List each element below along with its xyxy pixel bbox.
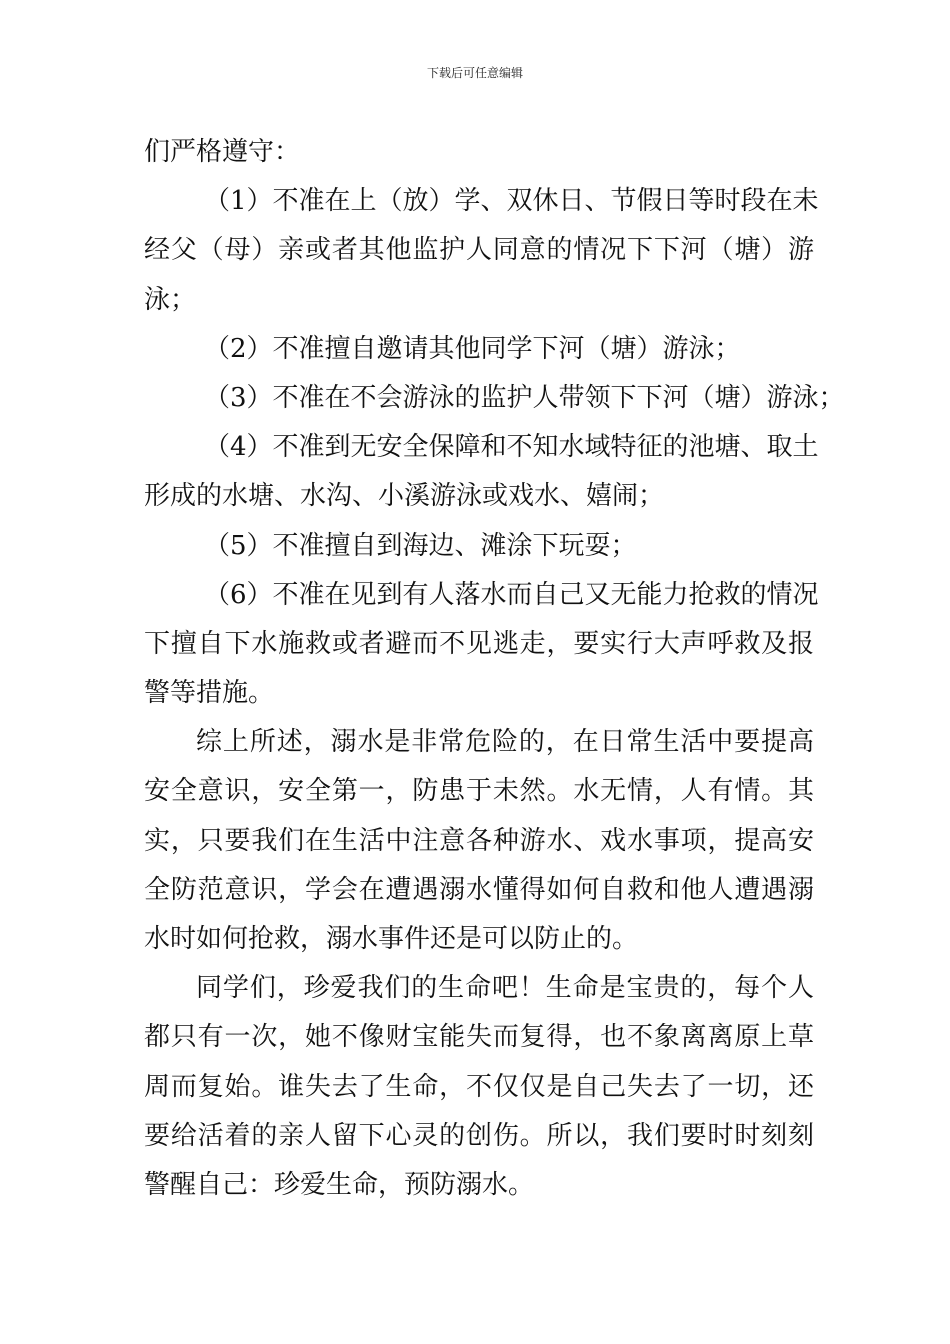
text-line: 安全意识，安全第一，防患于未然。水无情，人有情。其 bbox=[144, 776, 814, 807]
text-line: 水时如何抢救，溺水事件还是可以防止的。 bbox=[144, 924, 639, 954]
rule-6-line: （6）不准在见到有人落水而自己又无能力抢救的情况 bbox=[204, 579, 819, 610]
text-line: 经父（母）亲或者其他监护人同意的情况下下河（塘）游 bbox=[144, 235, 814, 266]
rule-1-line: （1）不准在上（放）学、双休日、节假日等时段在未 bbox=[204, 186, 819, 217]
text-line: 警等措施。 bbox=[144, 678, 275, 709]
text-line: 要给活着的亲人留下心灵的创伤。所以，我们要时时刻刻 bbox=[144, 1120, 814, 1151]
text-line: 泳； bbox=[144, 284, 197, 315]
paragraph-start-line: 同学们，珍爱我们的生命吧！生命是宝贵的，每个人 bbox=[196, 973, 814, 1004]
rule-5-line: （5）不准擅自到海边、滩涂下玩耍； bbox=[204, 530, 637, 561]
text-line: 全防范意识，学会在遭遇溺水懂得如何自救和他人遭遇溺 bbox=[144, 874, 814, 905]
text-line: 实，只要我们在生活中注意各种游水、戏水事项，提高安 bbox=[144, 825, 814, 856]
page-header: 下载后可任意编辑 bbox=[426, 66, 523, 80]
rule-3-line: （3）不准在不会游泳的监护人带领下下河（塘）游泳； bbox=[204, 382, 845, 413]
text-line: 形成的水塘、水沟、小溪游泳或戏水、嬉闹； bbox=[144, 481, 665, 512]
paragraph-start-line: 综上所述，溺水是非常危险的，在日常生活中要提高 bbox=[196, 727, 814, 758]
rule-4-line: （4）不准到无安全保障和不知水域特征的池塘、取土 bbox=[204, 432, 819, 463]
text-line: 下擅自下水施救或者避而不见逃走，要实行大声呼救及报 bbox=[144, 628, 814, 659]
text-line: 们严格遵守： bbox=[144, 137, 301, 167]
text-line: 周而复始。谁失去了生命，不仅仅是自己失去了一切，还 bbox=[144, 1071, 814, 1102]
rule-2-line: （2）不准擅自邀请其他同学下河（塘）游泳； bbox=[204, 333, 741, 364]
document-body bbox=[144, 128, 845, 1210]
text-line: 警醒自己：珍爱生命，预防溺水。 bbox=[144, 1169, 535, 1200]
text-line: 都只有一次，她不像财宝能失而复得，也不象离离原上草 bbox=[144, 1022, 814, 1053]
